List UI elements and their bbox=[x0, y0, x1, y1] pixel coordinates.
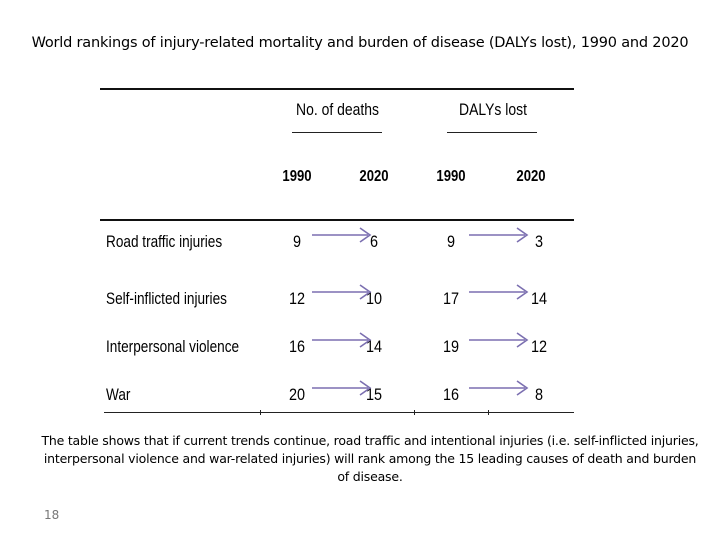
tick-left bbox=[260, 410, 261, 415]
trend-arrow-icon bbox=[467, 379, 531, 395]
year-dalys-2020: 2020 bbox=[516, 168, 546, 185]
rank-cell: 12 bbox=[288, 289, 306, 308]
rank-cell: 17 bbox=[442, 289, 460, 308]
rank-cell: 9 bbox=[292, 232, 302, 251]
table-top-rule bbox=[100, 88, 574, 90]
row-label: War bbox=[106, 385, 131, 404]
rank-cell: 14 bbox=[365, 337, 383, 356]
header-dalys: DALYs lost bbox=[459, 100, 527, 119]
rank-cell: 20 bbox=[288, 385, 306, 404]
header-deaths-underline bbox=[292, 132, 382, 133]
table-header-rule bbox=[100, 219, 574, 221]
rank-cell: 9 bbox=[446, 232, 456, 251]
row-label: Road traffic injuries bbox=[106, 232, 223, 251]
rank-cell: 3 bbox=[534, 232, 544, 251]
header-deaths: No. of deaths bbox=[296, 100, 379, 119]
year-deaths-2020: 2020 bbox=[359, 168, 389, 185]
rank-cell: 14 bbox=[530, 289, 548, 308]
rank-cell: 8 bbox=[534, 385, 544, 404]
rank-cell: 10 bbox=[365, 289, 383, 308]
page-number: 18 bbox=[44, 508, 60, 522]
header-dalys-underline bbox=[447, 132, 537, 133]
tick-right bbox=[488, 410, 489, 415]
slide-title: World rankings of injury-related mortality and burden of disease (DALYs lost), 1990 and 2020 bbox=[31, 35, 689, 51]
trend-arrow-icon bbox=[467, 331, 531, 347]
rank-cell: 16 bbox=[442, 385, 460, 404]
tick-mid bbox=[414, 410, 415, 415]
trend-arrow-icon bbox=[310, 379, 374, 395]
rank-cell: 6 bbox=[369, 232, 379, 251]
year-dalys-1990: 1990 bbox=[436, 168, 466, 185]
year-deaths-1990: 1990 bbox=[282, 168, 312, 185]
rank-cell: 19 bbox=[442, 337, 460, 356]
row-label: Self-inflicted injuries bbox=[106, 289, 227, 308]
table-bottom-rule bbox=[104, 412, 574, 413]
trend-arrow-icon bbox=[310, 331, 374, 347]
trend-arrow-icon bbox=[310, 226, 374, 242]
row-label: Interpersonal violence bbox=[106, 337, 240, 356]
caption-text: The table shows that if current trends continue, road traffic and intentional injuries (i.e. self-inflicted injuries, interpersonal violence and war-related injuries) will rank among the 15 leading causes of death and burden of disease. bbox=[41, 433, 699, 484]
rank-cell: 12 bbox=[530, 337, 548, 356]
trend-arrow-icon bbox=[467, 226, 531, 242]
rank-cell: 16 bbox=[288, 337, 306, 356]
trend-arrow-icon bbox=[310, 283, 374, 299]
rank-cell: 15 bbox=[365, 385, 383, 404]
trend-arrow-icon bbox=[467, 283, 531, 299]
